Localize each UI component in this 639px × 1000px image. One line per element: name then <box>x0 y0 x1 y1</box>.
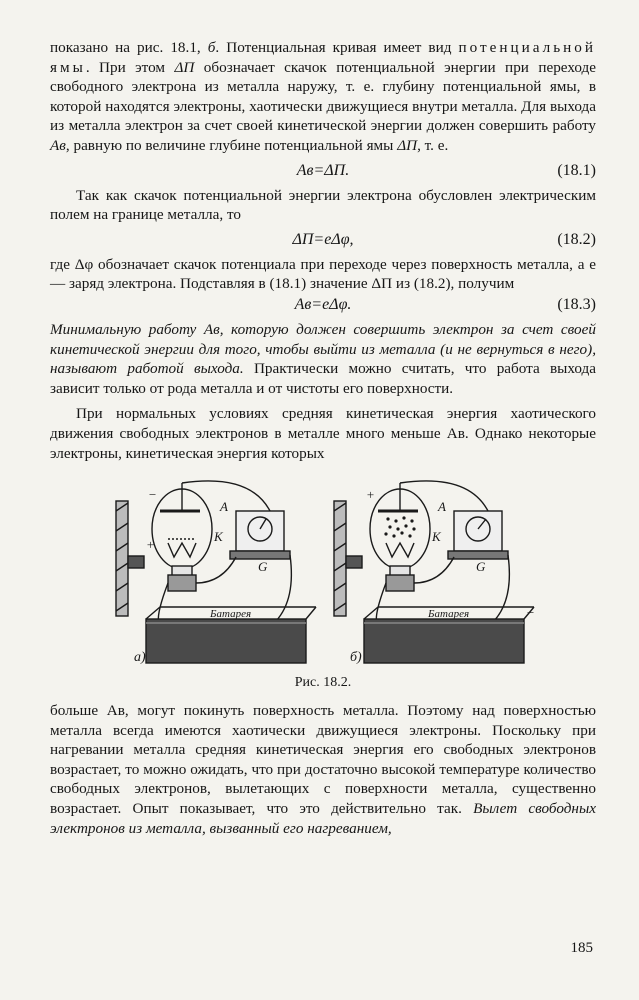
paragraph-2: Так как скачок потенциальной энергии электрона обусловлен электрическим полем на границе металла, то <box>50 186 596 224</box>
equation-number: (18.1) <box>557 161 596 179</box>
panel-b <box>334 481 534 666</box>
plus-sign: + <box>146 537 155 553</box>
equation-number: (18.3) <box>557 295 596 313</box>
figure-caption: Рис. 18.2. <box>294 675 352 691</box>
page-body <box>50 38 596 838</box>
panel-label-a: а) <box>134 650 146 666</box>
battery-label: Батарея <box>428 608 470 621</box>
minus-sign: − <box>148 487 157 503</box>
minus-sign: − <box>526 605 535 621</box>
paragraph-1: показано на рис. 18.1, б. Потенциальная кривая имеет вид потенциальной ямы. При этом ΔП обозначает скачок потенциальной энергии при переходе свободного электрона из металла наружу, т. е. глубину потенциальной ямы, в которой находятся электроны, хаотически движущиеся внутри металла. Для выхода из металла электрон за счет своей кинетической энергии должен совершить работу Aв, равную по величине глубине потенциальной ямы ΔП, т. е. <box>50 39 596 154</box>
equation-18-1: Aв=ΔП. (18.1) <box>296 161 596 179</box>
paragraph-6: больше Aв, могут покинуть поверхность металла. Поэтому над поверхностью металла всегда имеются хаотически движущиеся электроны. Поскольку при нагревании металла средняя кинетическая энергия его свободных электронов возрастает, то можно ожидать, что при достаточно высокой температуре количество свободных электронов, вылетающих с поверхности металла, существенно возрастает. Опыт показывает, что это действительно так. Вылет свободных электронов из металла, вызванный его нагреванием, <box>50 702 596 837</box>
page-number: 185 <box>570 940 593 956</box>
figure-illustration <box>50 471 596 671</box>
cathode-label: К <box>214 529 223 545</box>
paragraph-3: где Δφ обозначает скачок потенциала при переходе через поверхность металла, а e — заряд электрона. Подставляя в (18.1) значение ΔП из (18.2), получим <box>50 255 596 293</box>
plus-sign: + <box>366 487 375 503</box>
equation-number: (18.2) <box>557 230 596 248</box>
anode-label: А <box>438 499 446 515</box>
equation-18-2: ΔП=eΔφ, (18.2) <box>292 230 596 248</box>
galvanometer-label: G <box>258 559 268 575</box>
battery-label: Батарея <box>210 608 252 621</box>
equation-18-3: Aв=eΔφ. (18.3) <box>294 295 596 313</box>
anode-label: А <box>220 499 228 515</box>
paragraph-5: При нормальных условиях средняя кинетическая энергия хаотического движения свободных электронов в металле много меньше Aв. Однако некоторые электроны, кинетическая энергия которых <box>50 405 596 462</box>
galvanometer-label: G <box>476 559 486 575</box>
panel-a <box>116 481 316 666</box>
panel-label-b: б) <box>350 650 362 666</box>
figure-18-2 <box>50 471 596 671</box>
work-function-definition: Минимальную работу Aв, которую должен совершить электрон за счет своей кинетической энергии для того, чтобы выйти из металла (и не вернуться в него), называют работой выхода. <box>50 320 596 378</box>
paragraph-4: Минимальную работу Aв, которую должен совершить электрон за счет своей кинетической энергии для того, чтобы выйти из металла (и не вернуться в него), называют работой выхода. Практически можно считать, что работа выхода зависит только от рода металла и от чистоты его поверхности. <box>50 320 596 397</box>
cathode-label: К <box>432 529 441 545</box>
